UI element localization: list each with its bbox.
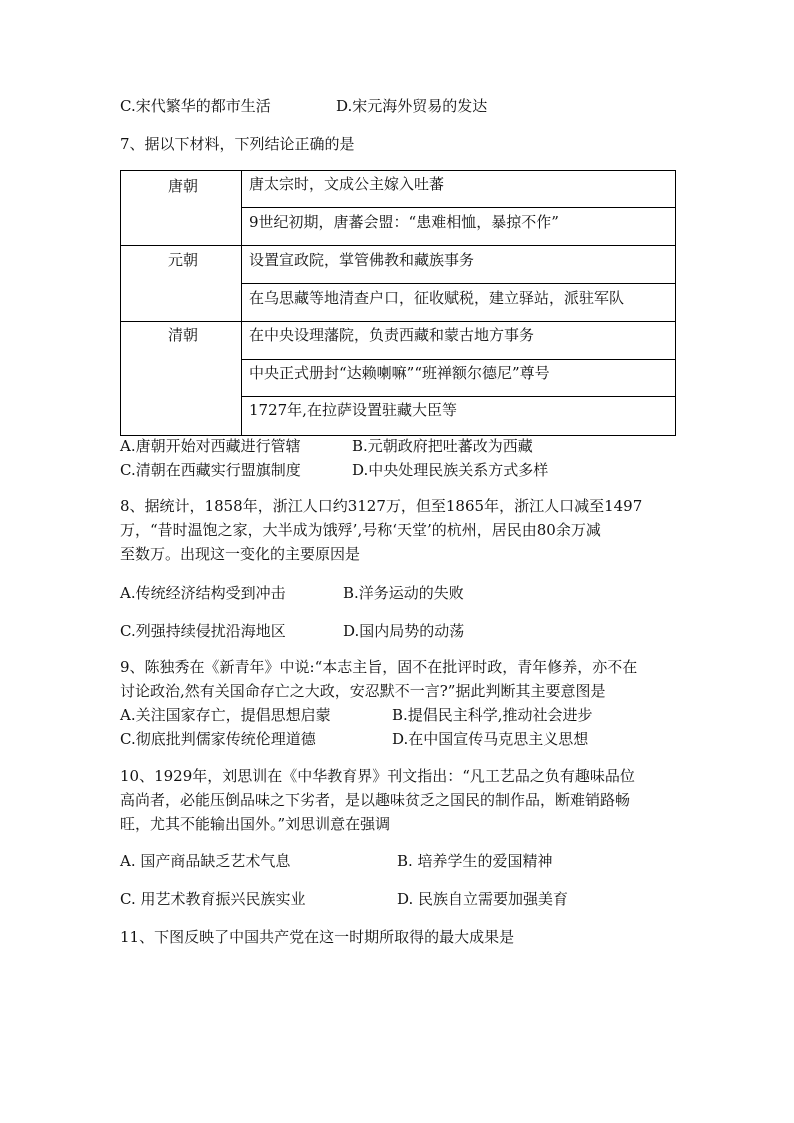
q8-stem-line2: 万，“昔时温饱之家，大半成为饿殍’,号称‘天堂’的杭州，居民由80余万减 xyxy=(120,521,601,539)
q7-stem: 7、据以下材料，下列结论正确的是 xyxy=(120,135,355,153)
table-dynasty-yuan: 元朝 xyxy=(168,251,199,269)
q10-option-d: D. 民族自立需要加强美育 xyxy=(397,890,569,908)
table-cell: 唐太宗时，文成公主嫁入吐蕃 xyxy=(249,175,445,193)
q8-stem-line1: 8、据统计，1858年，浙江人口约3127万，但至1865年，浙江人口减至1497 xyxy=(120,497,643,515)
q9-option-a: A.关注国家存亡，提倡思想启蒙 xyxy=(120,706,331,724)
q10-option-c: C. 用艺术教育振兴民族实业 xyxy=(120,890,306,908)
q11-stem: 11、下图反映了中国共产党在这一时期所取得的最大成果是 xyxy=(120,928,515,946)
q8-option-c: C.列强持续侵扰沿海地区 xyxy=(120,622,286,640)
q9-option-b: B.提倡民主科学,推动社会进步 xyxy=(392,706,593,724)
table-cell: 设置宣政院，掌管佛教和藏族事务 xyxy=(249,251,475,269)
q9-option-c: C.彻底批判儒家传统伦理道德 xyxy=(120,730,316,748)
table-cell: 1727年,在拉萨设置驻藏大臣等 xyxy=(249,401,457,419)
q7-option-b: B.元朝政府把吐蕃改为西藏 xyxy=(352,437,533,455)
table-cell: 在乌思藏等地清查户口，征收赋税，建立驿站，派驻军队 xyxy=(249,289,625,307)
table-cell: 中央正式册封“达赖喇嘛”“班禅额尔德尼”尊号 xyxy=(249,364,550,382)
q6-option-d: D.宋元海外贸易的发达 xyxy=(336,97,488,115)
q8-option-b: B.洋务运动的失败 xyxy=(343,584,464,602)
q9-option-d: D.在中国宣传马克思主义思想 xyxy=(392,730,589,748)
q10-stem-line1: 10、1929年，刘思训在《中华教育界》刊文指出：“凡工艺品之负有趣味品位 xyxy=(120,767,635,785)
q6-option-c: C.宋代繁华的都市生活 xyxy=(120,97,271,115)
q9-stem-line2: 讨论政治,然有关国命存亡之大政，安忍默不一言?”据此判断其主要意图是 xyxy=(120,682,606,700)
q9-stem-line1: 9、陈独秀在《新青年》中说:“本志主旨，固不在批评时政，青年修养，亦不在 xyxy=(120,658,638,676)
q10-option-a: A. 国产商品缺乏艺术气息 xyxy=(120,852,291,870)
q7-option-a: A.唐朝开始对西藏进行管辖 xyxy=(120,437,301,455)
q7-table xyxy=(120,170,676,436)
q8-option-a: A.传统经济结构受到冲击 xyxy=(120,584,286,602)
table-cell: 在中央设理藩院，负责西藏和蒙古地方事务 xyxy=(249,326,535,344)
q7-option-d: D.中央处理民族关系方式多样 xyxy=(352,461,549,479)
table-cell: 9世纪初期，唐蕃会盟：“患难相恤，暴掠不作” xyxy=(249,213,559,231)
q10-stem-line2: 高尚者，必能压倒品味之下劣者，是以趣味贫乏之国民的制作品，断难销路畅 xyxy=(120,791,631,809)
q10-stem-line3: 旺，尤其不能输出国外。”刘思训意在强调 xyxy=(120,815,391,833)
q8-stem-line3: 至数万。出现这一变化的主要原因是 xyxy=(120,545,361,563)
table-dynasty-qing: 清朝 xyxy=(168,326,199,344)
q7-option-c: C.清朝在西藏实行盟旗制度 xyxy=(120,461,301,479)
table-dynasty-tang: 唐朝 xyxy=(168,177,199,195)
q10-option-b: B. 培养学生的爱国精神 xyxy=(397,852,553,870)
q8-option-d: D.国内局势的动荡 xyxy=(343,622,465,640)
